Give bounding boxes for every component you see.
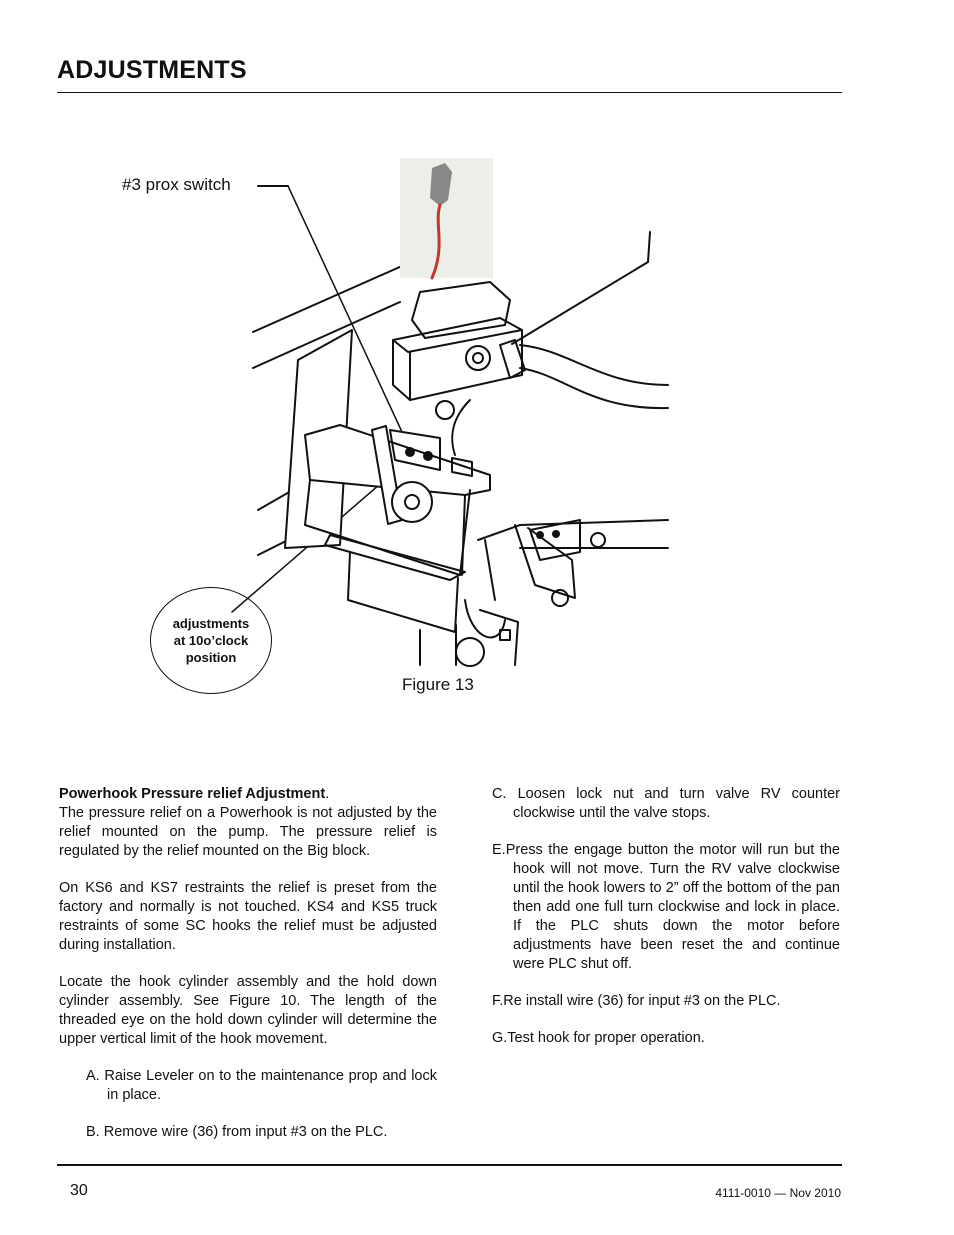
paragraph-3: Locate the hook cylinder assembly and the hold down cylinder assembly. See Figure 10. The length of the threaded eye on the hold down cylinder will determine the upper vertical limit of the hook movement.	[59, 974, 437, 1047]
adjustment-callout	[150, 587, 272, 694]
step-b: B. Remove wire (36) from input #3 on the PLC.	[86, 1124, 388, 1140]
section-heading: Powerhook Pressure relief Adjustment.	[59, 786, 330, 802]
step-c: C. Loosen lock nut and turn valve RV counter clockwise until the valve stops.	[492, 786, 840, 821]
callout-line-3: position	[185, 650, 237, 665]
page-number: 30	[70, 1182, 88, 1199]
footer-rule	[57, 1164, 842, 1166]
callout-line-2: at 10o’clock	[173, 633, 249, 648]
page-title: ADJUSTMENTS	[57, 56, 247, 84]
paragraph-1: The pressure relief on a Powerhook is not adjusted by the relief mounted on the pump. The pressure relief is regulated by the relief mounted on the Big block.	[59, 805, 437, 859]
step-a: A. Raise Leveler on to the maintenance prop and lock in place.	[86, 1068, 437, 1103]
left-column	[59, 785, 437, 1160]
figure-caption: Figure 13	[402, 675, 474, 694]
right-column	[492, 785, 840, 1066]
step-e: E.Press the engage button the motor will run but the hook will not move. Turn the RV valve clockwise until the hook lowers to 2” off the bottom of the pan then add one full turn clockwise and lock in place. If the PLC shuts down the motor before adjustments have been reset the and continue were PLC shut off.	[492, 842, 840, 972]
step-f: F.Re install wire (36) for input #3 on the PLC.	[492, 993, 781, 1009]
document-reference: 4111-0010 — Nov 2010	[715, 1186, 841, 1200]
paragraph-2: On KS6 and KS7 restraints the relief is preset from the factory and normally is not touched. KS4 and KS5 truck restraints of some SC hooks the relief must be adjusted during installation.	[59, 880, 437, 953]
callout-line-1: adjustments	[172, 616, 250, 631]
step-g: G.Test hook for proper operation.	[492, 1030, 705, 1046]
prox-switch-callout: #3 prox switch	[122, 175, 231, 194]
